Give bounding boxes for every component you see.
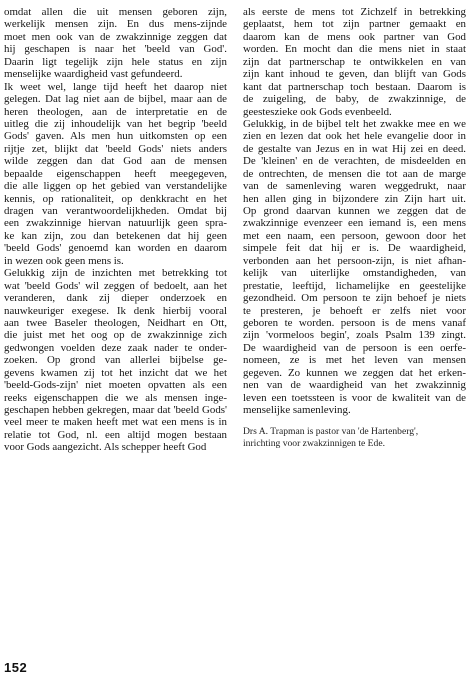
right-column-line: zien en lezen dat ook het hele evangelie door in bbox=[243, 130, 466, 143]
right-column-line: De 'kleinen' en de verachten, de misdeelden en bbox=[243, 155, 466, 168]
right-column-line: van de samenleving waren weggedrukt, naar bbox=[243, 180, 466, 193]
left-column-line: relatie tot God, nl. een altijd mogen bestaan bbox=[4, 428, 227, 441]
left-column-line: zoeken. Op grond van allerlei bijbelse ge- bbox=[4, 354, 227, 367]
left-column-line: die alle liggen op het gebied van verstandelijke bbox=[4, 180, 227, 193]
left-column-line: een zwakzinnige hiervan natuurlijk geen spra- bbox=[4, 217, 227, 230]
author-note-line: Drs A. Trapman is pastor van 'de Hartenberg', bbox=[243, 426, 419, 438]
right-column-line: met een naam, een persoon, gewoon door het bbox=[243, 229, 466, 242]
right-column-line: geplaatst, hem tot zijn partner gemaakt en bbox=[243, 18, 466, 31]
right-column-line: gegeven. Zo kunnen we zeggen dat het erken- bbox=[243, 366, 466, 379]
right-column-line: kant dat partnerschap toch bestaan. Daarom is bbox=[243, 80, 466, 93]
right-column-line: de gestalte van Jezus en in wat Hij zei en deed. bbox=[243, 142, 466, 155]
right-column-line: daarom kan de mens ook partner van God bbox=[243, 30, 466, 43]
left-column-line: wat 'beeld Gods' wil zeggen of bedoelt, aan het bbox=[4, 279, 227, 292]
right-column-line: kelijk van uiterlijke omstandigheden, van bbox=[243, 267, 466, 280]
column-gap bbox=[243, 416, 466, 426]
left-column-line: 'beeld-Gods-zijn' niet moeten opvatten als een bbox=[4, 379, 227, 392]
left-column-line: gedwongen voelden deze zaak nader te onder- bbox=[4, 341, 227, 354]
left-column-line: reeks eigenschappen die we als mensen inge- bbox=[4, 391, 227, 404]
right-column-line: simpele feit dat hij er is. De waardigheid, bbox=[243, 242, 466, 255]
left-column-line: bepaalde eigenschappen heeft meegegeven, bbox=[4, 167, 227, 180]
left-column-line: Gods' gaven. Als men hun uitkomsten op een bbox=[4, 130, 227, 143]
left-column-line: wilde zeggen dan dat God aan de mensen bbox=[4, 155, 227, 168]
right-column-line: de zuigeling, de baby, de zwakzinnige, de bbox=[243, 93, 466, 106]
right-column-line: geestesziеke ook Gods evenbeeld. bbox=[243, 105, 392, 118]
left-column-line: uitleg die zij inhoudelijk van het begrip 'beeld bbox=[4, 117, 227, 130]
right-column-line: Gelukkig, in de bijbel telt het zwakke mee en we bbox=[243, 117, 466, 130]
right-body-text bbox=[243, 6, 466, 416]
page-number: 152 bbox=[4, 660, 28, 675]
left-column-line: geschapen hebben gekregen, maar dat 'beeld Gods' bbox=[4, 404, 227, 416]
right-column-line: worden. En mocht dan die mens niet in staat bbox=[243, 43, 466, 56]
right-column-line: als eerste de mens tot Zichzelf in betrekking bbox=[243, 6, 466, 18]
left-column-line: heren theologen, aan de interpretatie en de bbox=[4, 105, 227, 118]
left-column-line: die juist met het oog op de zwakzinnige zich bbox=[4, 329, 227, 342]
right-column-line: gezondheid. Om persoon te zijn behoef je niets bbox=[243, 292, 466, 305]
left-column-line: menselijke waardigheid vast gefundeerd. bbox=[4, 68, 183, 81]
author-note bbox=[243, 426, 466, 449]
left-column-line: aan twee Baseler theologen, Neidhart en Ott, bbox=[4, 316, 227, 329]
left-column-line: veel meer te maken heeft met wat een mens is in bbox=[4, 416, 227, 429]
right-column-line: zijn kant inhoud te geven, dan blijft van Gods bbox=[243, 68, 466, 81]
right-column-line: te presteren, je behoeft er zelfs niet voor bbox=[243, 304, 466, 317]
left-column-line: omdat allen die uit mensen geboren zijn, bbox=[4, 6, 227, 18]
left-column-line: werkelijk mensen zijn. En dus mens-zijnde bbox=[4, 18, 227, 31]
left-column-line: moet men ook van de zwakzinnige zeggen dat bbox=[4, 30, 227, 43]
right-column-line: zwakzinnige evenzeer een iemand is, een mens bbox=[243, 217, 466, 230]
left-column-line: dragen van verantwoordelijkheden. Omdat bij bbox=[4, 205, 227, 217]
left-column-line: Gelukkig zijn de inzichten met betrekking tot bbox=[4, 267, 227, 280]
right-column-line: zijn 'vormeloos begin', zoals Psalm 139 zingt. bbox=[243, 329, 466, 342]
right-column-line: geboren te worden. persoon is de mens vanaf bbox=[243, 316, 466, 329]
left-column-line: ke kan zijn, zou dan betekenen dat hij geen bbox=[4, 229, 227, 242]
left-column-line: 'beeld Gods' genoemd kan worden en daarom bbox=[4, 242, 227, 255]
left-column-line: in wezen ook geen mens is. bbox=[4, 254, 124, 267]
left-column-line: hij geschapen is naar het 'beeld van God'. bbox=[4, 43, 227, 56]
left-column-line: Ik weet wel, lange tijd heeft het daarop niet bbox=[4, 80, 227, 93]
right-column-line: hen allen ging in bijzondere zin Zijn hart uit. bbox=[243, 192, 466, 205]
right-column-line: De waardigheid van de persoon is een oerfe- bbox=[243, 341, 466, 354]
right-column-line: verbonden aan het persoon-zijn, is niet afhan- bbox=[243, 254, 466, 267]
left-column-line: gelegen. Dat lag niet aan de bijbel, maar aan de bbox=[4, 93, 227, 106]
right-column-line: nen van de waardigheid van het zwakzinnig bbox=[243, 379, 466, 392]
left-column-line: rijtje zet, blijkt dat 'beeld Gods' niets anders bbox=[4, 142, 227, 155]
right-text-column bbox=[243, 6, 466, 450]
author-note-line: inrichting voor zwakzinnigen te Ede. bbox=[243, 438, 385, 450]
left-column-line: nauwkeuriger exegese. Ik denk hierbij vooral bbox=[4, 304, 227, 317]
left-text-column bbox=[4, 6, 227, 454]
left-column-line: Daarin ligt tegelijk zijn hele status en zijn bbox=[4, 55, 227, 68]
right-column-line: de ontrechten, de mensen die tot aan de marge bbox=[243, 167, 466, 180]
left-column-line: veranderen, dank zij dieper onderzoek en bbox=[4, 292, 227, 305]
right-column-line: leven een toetssteen is voor de kwaliteit van de bbox=[243, 391, 466, 404]
left-column-line: kennis, op rationaliteit, op denkkracht en het bbox=[4, 192, 227, 205]
right-column-line: nomeen, ze is met het leven van mensen bbox=[243, 354, 466, 367]
right-column-line: Op grond daarvan kunnen we zeggen dat de bbox=[243, 205, 466, 217]
right-column-line: prestatie, leeftijd, lichamelijke en geestelijke bbox=[243, 279, 466, 292]
right-column-line: menselijke samenleving. bbox=[243, 404, 351, 416]
left-column-line: voor Gods aangezicht. Als schepper heeft God bbox=[4, 441, 207, 454]
right-column-line: zijn dat partnerschap te ontwikkelen en van bbox=[243, 55, 466, 68]
left-column-line: gevens kwamen zij tot het inzicht dat we het bbox=[4, 366, 227, 379]
